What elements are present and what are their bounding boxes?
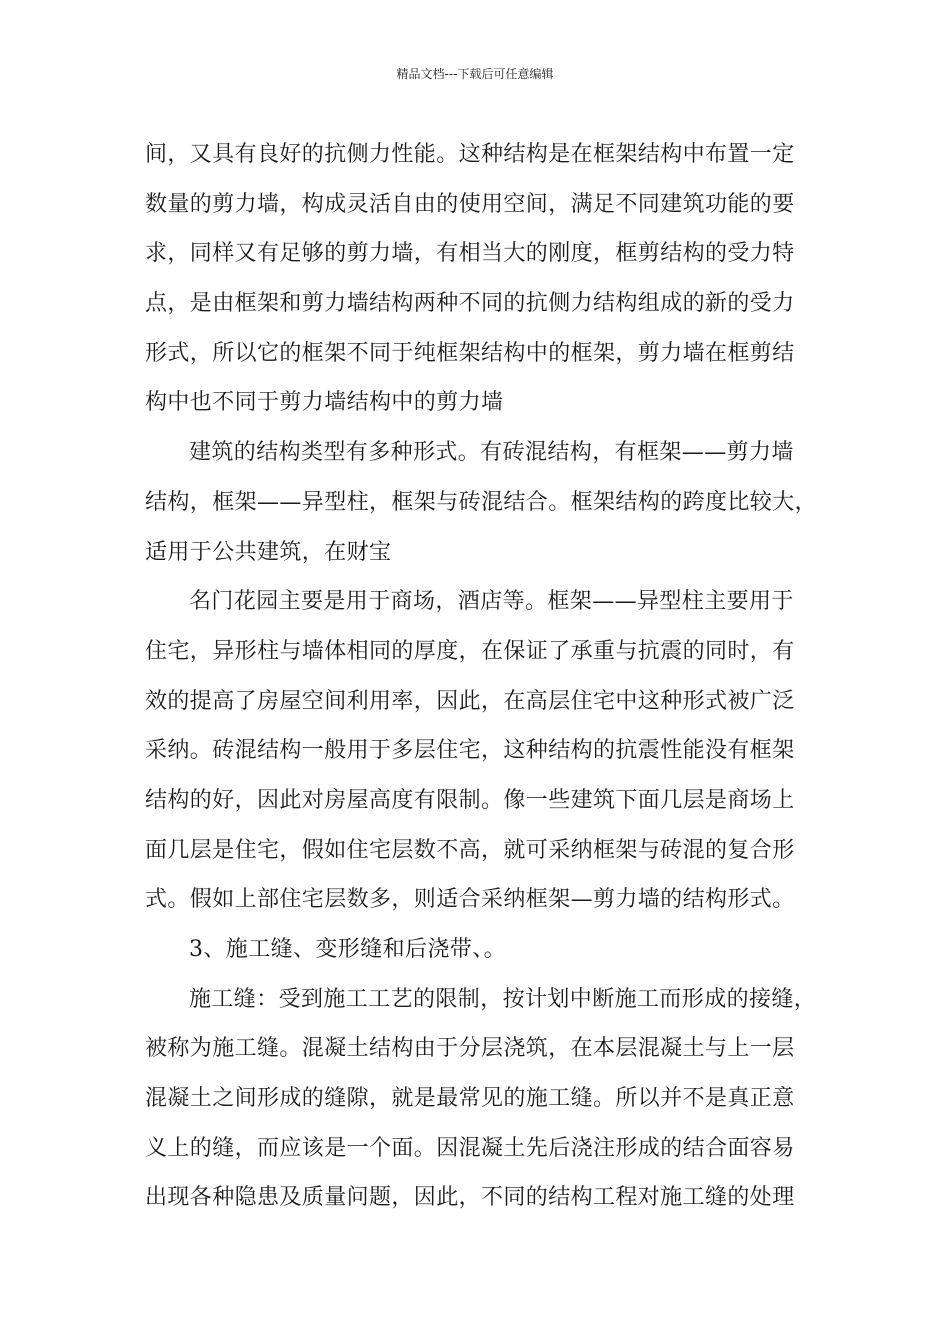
section-heading: 3、施工缝、变形缝和后浇带、。 bbox=[189, 937, 506, 962]
text-line: 点，是由框架和剪力墙结构两种不同的抗侧力结构组成的新的受力 bbox=[145, 291, 795, 317]
text-line: 结构的好，因此对房屋高度有限制。像一些建筑下面几层是商场上 bbox=[145, 787, 795, 813]
text-line: 被称为施工缝。混凝土结构由于分层浇筑，在本层混凝土与上一层 bbox=[145, 1036, 795, 1062]
text-line: 出现各种隐患及质量问题，因此，不同的结构工程对施工缝的处理 bbox=[145, 1185, 795, 1211]
text-line: 适用于公共建筑，在财宝 bbox=[145, 539, 392, 565]
text-line: 住宅，异形柱与墙体相同的厚度，在保证了承重与抗震的同时，有 bbox=[145, 638, 795, 664]
text-line: 结构，框架——异型柱，框架与砖混结合。框架结构的跨度比较大， bbox=[145, 489, 818, 515]
text-line: 义上的缝，而应该是一个面。因混凝土先后浇注形成的结合面容易 bbox=[145, 1135, 795, 1161]
text-line: 面几层是住宅，假如住宅层数不高，就可采纳框架与砖混的复合形 bbox=[145, 837, 795, 863]
page-header: 精品文档---下载后可任意编辑 bbox=[396, 67, 554, 81]
text-line: 采纳。砖混结构一般用于多层住宅，这种结构的抗震性能没有框架 bbox=[145, 738, 795, 764]
text-line: 求，同样又有足够的剪力墙，有相当大的刚度，框剪结构的受力特 bbox=[145, 241, 795, 267]
paragraph-start-line: 施工缝：受到施工工艺的限制，按计划中断施工而形成的接缝， bbox=[189, 986, 817, 1012]
document-body bbox=[145, 130, 818, 1223]
text-line: 数量的剪力墙，构成灵活自由的使用空间，满足不同建筑功能的要 bbox=[145, 191, 795, 217]
paragraph-start-line: 建筑的结构类型有多种形式。有砖混结构，有框架——剪力墙 bbox=[189, 440, 794, 466]
text-line: 效的提高了房屋空间利用率，因此，在高层住宅中这种形式被广泛 bbox=[145, 688, 795, 714]
paragraph-start-line: 名门花园主要是用于商场，酒店等。框架——异型柱主要用于 bbox=[189, 589, 794, 615]
text-line: 式。假如上部住宅层数多，则适合采纳框架—剪力墙的结构形式。 bbox=[145, 887, 795, 913]
text-line: 构中也不同于剪力墙结构中的剪力墙 bbox=[145, 390, 504, 416]
text-line: 间，又具有良好的抗侧力性能。这种结构是在框架结构中布置一定 bbox=[145, 142, 795, 167]
text-line: 混凝土之间形成的缝隙，就是最常见的施工缝。所以并不是真正意 bbox=[145, 1086, 795, 1112]
text-line: 形式，所以它的框架不同于纯框架结构中的框架，剪力墙在框剪结 bbox=[145, 340, 795, 366]
